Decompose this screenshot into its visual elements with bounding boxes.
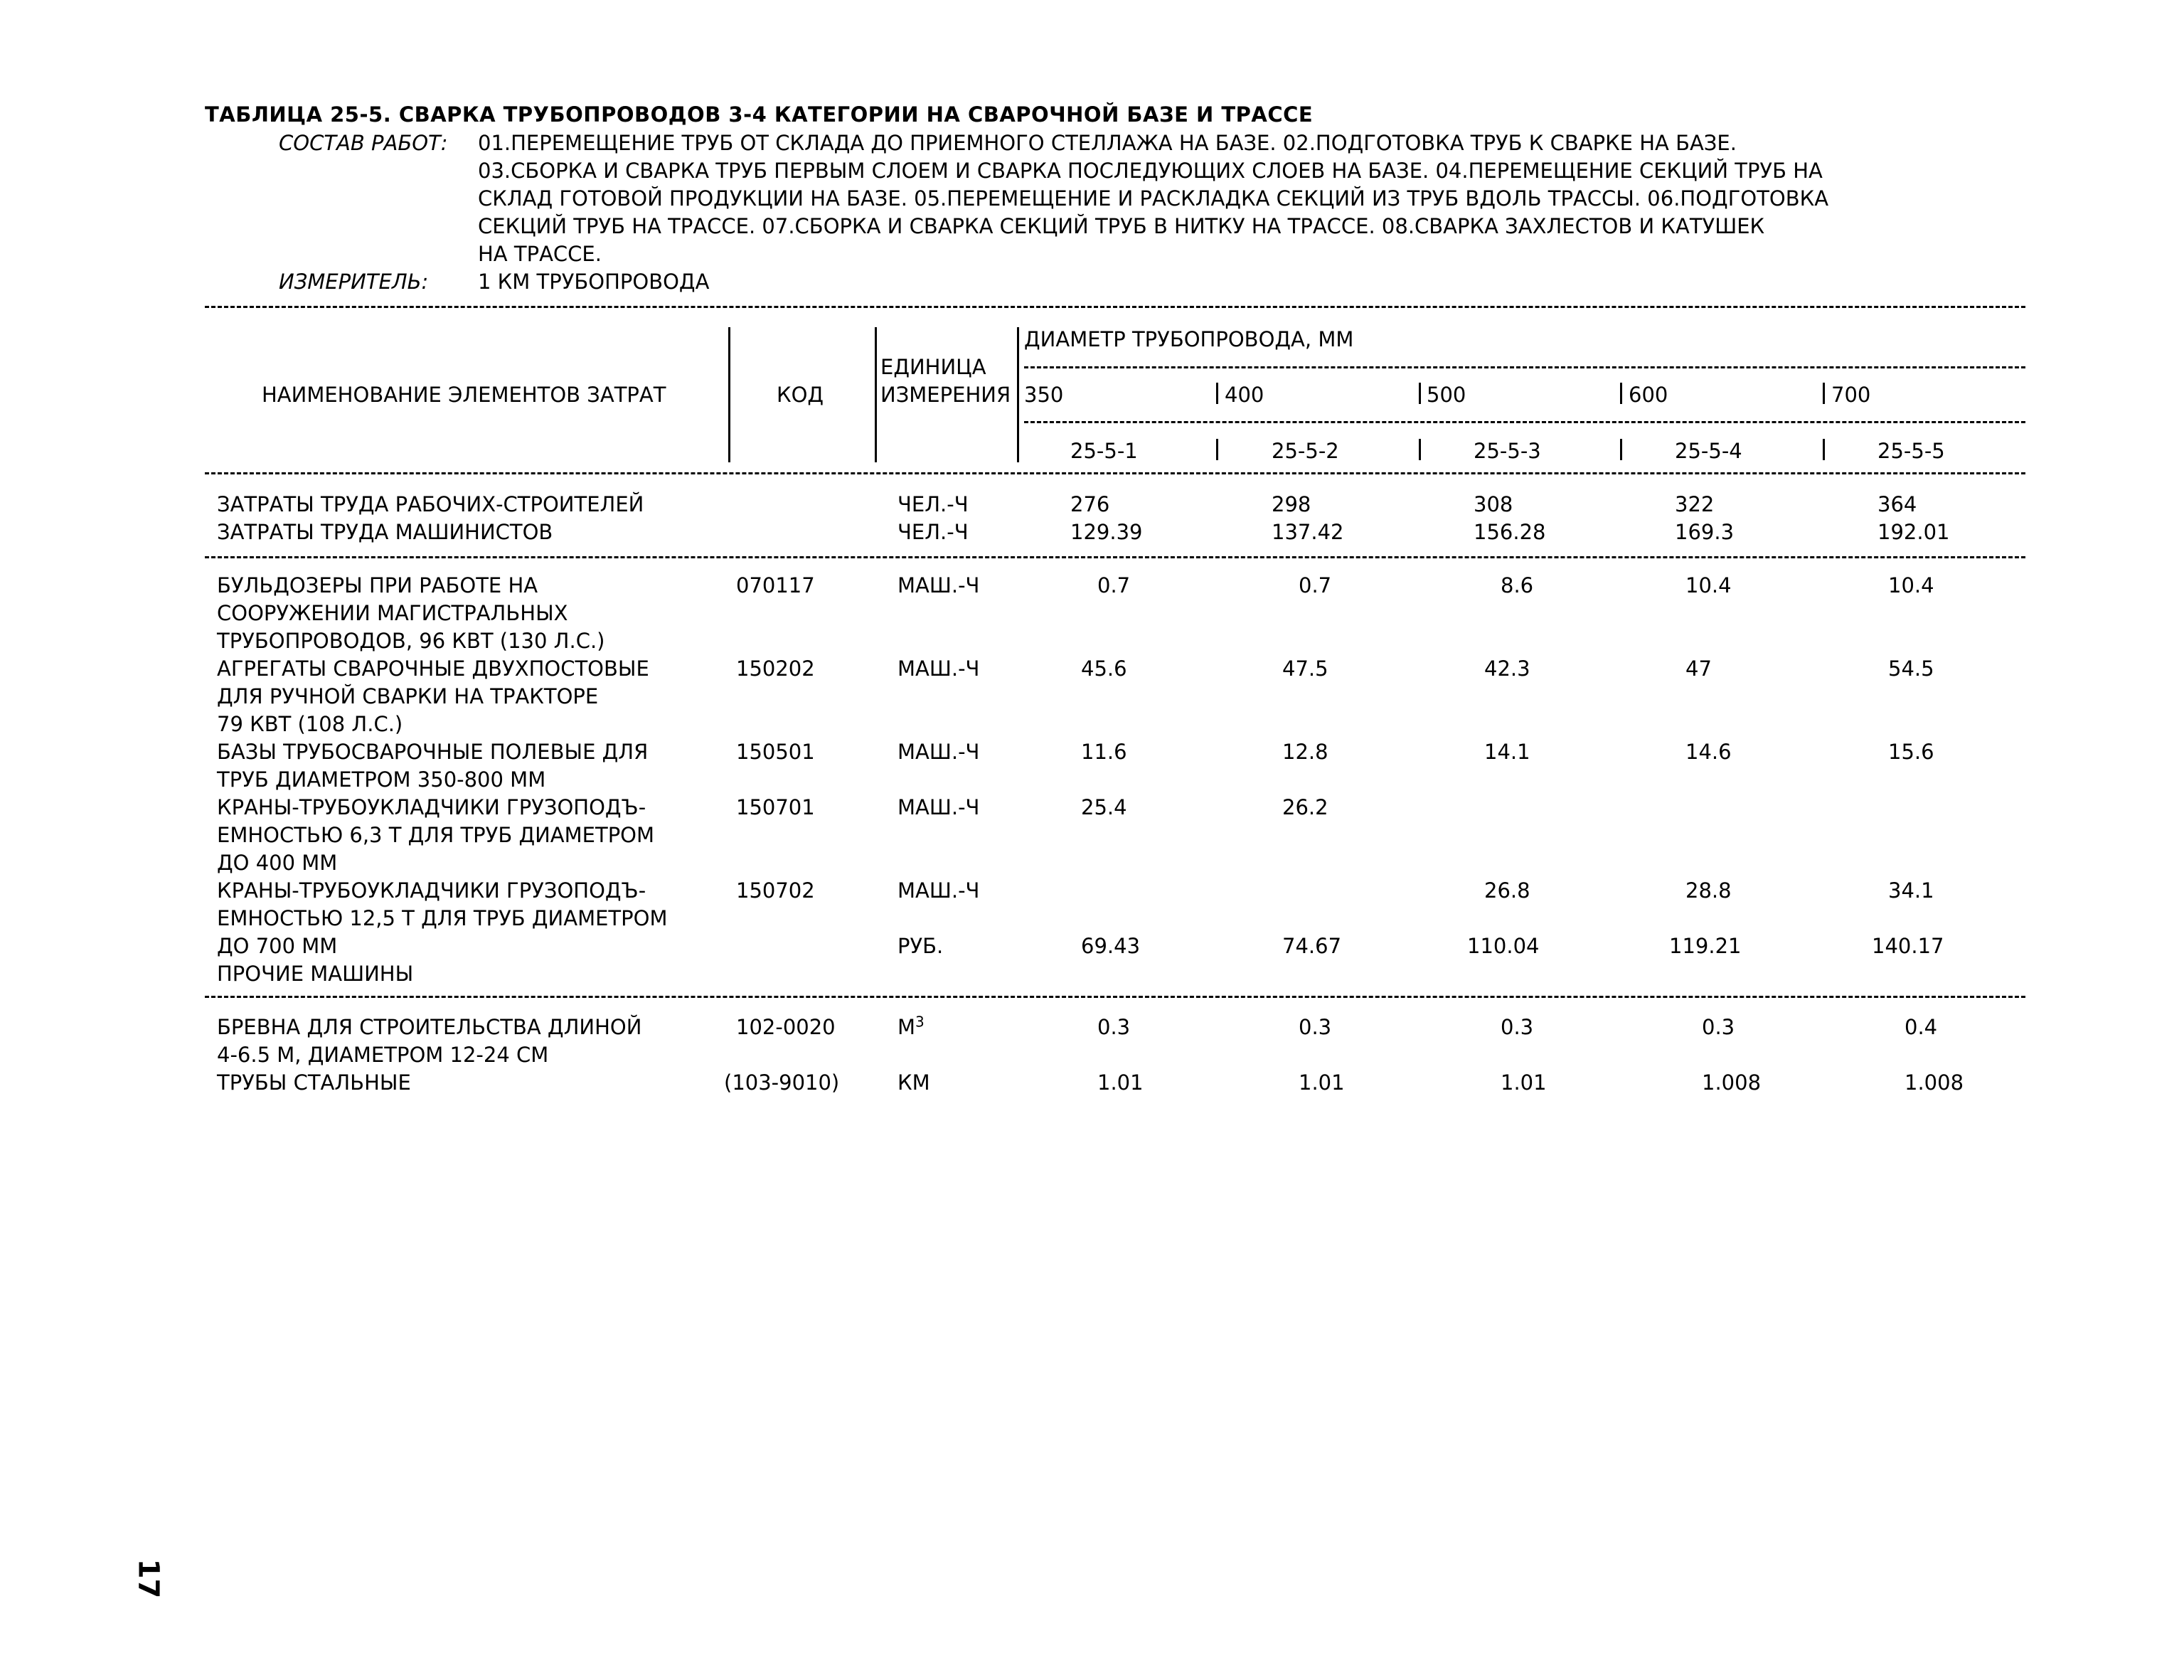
work-line: 01.ПЕРЕМЕЩЕНИЕ ТРУБ ОТ СКЛАДА ДО ПРИЕМНОГО СТЕЛЛАЖА НА БАЗЕ. 02.ПОДГОТОВКА ТРУБ К СВАРКЕ НА БАЗЕ. (478, 131, 1737, 155)
value: 0.7 (1097, 573, 1131, 597)
column-separator (875, 327, 877, 462)
value: 364 (1877, 492, 1917, 516)
diameter-600: 600 (1629, 383, 1668, 407)
value: 11.6 (1081, 740, 1127, 764)
row-name: СООРУЖЕНИИ МАГИСТРАЛЬНЫХ (217, 601, 568, 625)
value: 25.4 (1081, 795, 1127, 819)
work-line: НА ТРАССЕ. (478, 242, 602, 266)
value: 26.8 (1484, 878, 1530, 903)
diameter-group-header: ДИАМЕТР ТРУБОПРОВОДА, ММ (1024, 327, 1354, 351)
row-name: ДО 400 ММ (217, 851, 338, 875)
value: 1.01 (1097, 1070, 1144, 1095)
value: 1.01 (1501, 1070, 1547, 1095)
row-code: 150501 (736, 740, 815, 764)
diameter-350: 350 (1024, 383, 1064, 407)
row-name: ЕМНОСТЬЮ 12,5 Т ДЛЯ ТРУБ ДИАМЕТРОМ (217, 906, 668, 930)
value: 10.4 (1685, 573, 1732, 597)
value: 14.1 (1484, 740, 1530, 764)
value: 47 (1685, 656, 1712, 681)
code-25-5-2: 25-5-2 (1272, 439, 1339, 463)
work-composition-label: СОСТАВ РАБОТ: (279, 131, 448, 155)
row-name: ТРУБЫ СТАЛЬНЫЕ (217, 1070, 411, 1095)
column-separator (1419, 383, 1421, 404)
row-name: КРАНЫ-ТРУБОУКЛАДЧИКИ ГРУЗОПОДЪ- (217, 878, 646, 903)
row-code: (103-9010) (724, 1070, 840, 1095)
column-separator (1017, 327, 1019, 462)
value: 129.39 (1070, 520, 1143, 544)
value: 28.8 (1685, 878, 1732, 903)
page-number: 17 (132, 1558, 165, 1599)
value: 0.4 (1905, 1015, 1938, 1039)
value: 298 (1272, 492, 1311, 516)
value: 1.01 (1299, 1070, 1345, 1095)
row-code: 070117 (736, 573, 815, 597)
row-unit: КМ (897, 1070, 930, 1095)
unit-superscript: 3 (915, 1013, 925, 1031)
code-25-5-3: 25-5-3 (1474, 439, 1541, 463)
table-title: ТАБЛИЦА 25-5. СВАРКА ТРУБОПРОВОДОВ 3-4 КАТЕГОРИИ НА СВАРОЧНОЙ БАЗЕ И ТРАССЕ (205, 102, 1314, 127)
value: 192.01 (1877, 520, 1950, 544)
diameter-500: 500 (1427, 383, 1466, 407)
value: 69.43 (1081, 934, 1141, 958)
value: 1.008 (1905, 1070, 1964, 1095)
value: 276 (1070, 492, 1110, 516)
column-separator (1823, 383, 1825, 404)
divider (205, 996, 2025, 998)
value: 47.5 (1282, 656, 1328, 681)
diameter-700: 700 (1831, 383, 1871, 407)
column-separator (1216, 383, 1218, 404)
value: 42.3 (1484, 656, 1530, 681)
row-name: БАЗЫ ТРУБОСВАРОЧНЫЕ ПОЛЕВЫЕ ДЛЯ (217, 740, 649, 764)
divider (205, 556, 2025, 558)
code-25-5-4: 25-5-4 (1675, 439, 1742, 463)
code-column-header: КОД (777, 383, 824, 407)
unit-text: М (897, 1015, 916, 1039)
row-name: ДО 700 ММ (217, 934, 338, 958)
row-unit: ЧЕЛ.-Ч (897, 520, 969, 544)
divider (1024, 366, 2025, 368)
row-unit: РУБ. (897, 934, 944, 958)
value: 110.04 (1467, 934, 1540, 958)
row-unit: МАШ.-Ч (897, 656, 980, 681)
row-name: ЕМНОСТЬЮ 6,3 Т ДЛЯ ТРУБ ДИАМЕТРОМ (217, 823, 655, 847)
diameter-400: 400 (1225, 383, 1264, 407)
value: 0.3 (1299, 1015, 1332, 1039)
row-name: ТРУБОПРОВОДОВ, 96 КВТ (130 Л.С.) (217, 629, 605, 653)
value: 137.42 (1272, 520, 1344, 544)
value: 10.4 (1888, 573, 1934, 597)
column-separator (1620, 383, 1622, 404)
column-separator (1419, 439, 1421, 460)
row-unit: МАШ.-Ч (897, 878, 980, 903)
row-name: ЗАТРАТЫ ТРУДА МАШИНИСТОВ (217, 520, 553, 544)
value: 156.28 (1474, 520, 1546, 544)
row-name: БРЕВНА ДЛЯ СТРОИТЕЛЬСТВА ДЛИНОЙ (217, 1015, 642, 1039)
value: 74.67 (1282, 934, 1342, 958)
meter-value: 1 КМ ТРУБОПРОВОДА (478, 270, 710, 294)
row-name: БУЛЬДОЗЕРЫ ПРИ РАБОТЕ НА (217, 573, 538, 597)
row-name: 4-6.5 М, ДИАМЕТРОМ 12-24 СМ (217, 1043, 549, 1067)
value: 169.3 (1675, 520, 1735, 544)
row-name: ДЛЯ РУЧНОЙ СВАРКИ НА ТРАКТОРЕ (217, 684, 599, 708)
divider (1024, 421, 2025, 423)
row-name: АГРЕГАТЫ СВАРОЧНЫЕ ДВУХПОСТОВЫЕ (217, 656, 649, 681)
value: 1.008 (1702, 1070, 1762, 1095)
value: 0.3 (1097, 1015, 1131, 1039)
row-unit: МАШ.-Ч (897, 740, 980, 764)
row-unit (897, 1014, 925, 1041)
row-unit: МАШ.-Ч (897, 573, 980, 597)
row-code: 150202 (736, 656, 815, 681)
column-separator (1823, 439, 1825, 460)
value: 0.7 (1299, 573, 1332, 597)
value: 322 (1675, 492, 1715, 516)
value: 15.6 (1888, 740, 1934, 764)
value: 34.1 (1888, 878, 1934, 903)
column-separator (728, 327, 730, 462)
row-name: ЗАТРАТЫ ТРУДА РАБОЧИХ-СТРОИТЕЛЕЙ (217, 492, 644, 516)
row-name: КРАНЫ-ТРУБОУКЛАДЧИКИ ГРУЗОПОДЪ- (217, 795, 646, 819)
value: 14.6 (1685, 740, 1732, 764)
value: 26.2 (1282, 795, 1328, 819)
value: 0.3 (1702, 1015, 1735, 1039)
column-separator (1620, 439, 1622, 460)
column-separator (1216, 439, 1218, 460)
value: 119.21 (1669, 934, 1742, 958)
row-name: ТРУБ ДИАМЕТРОМ 350-800 ММ (217, 767, 546, 792)
work-line: СЕКЦИЙ ТРУБ НА ТРАССЕ. 07.СБОРКА И СВАРКА СЕКЦИЙ ТРУБ В НИТКУ НА ТРАССЕ. 08.СВАРКА ЗАХЛЕСТОВ И КАТУШЕК (478, 214, 1765, 238)
value: 8.6 (1501, 573, 1534, 597)
value: 308 (1474, 492, 1513, 516)
row-name: 79 КВТ (108 Л.С.) (217, 712, 403, 736)
code-25-5-1: 25-5-1 (1070, 439, 1138, 463)
value: 45.6 (1081, 656, 1127, 681)
divider (205, 306, 2025, 308)
name-column-header: НАИМЕНОВАНИЕ ЭЛЕМЕНТОВ ЗАТРАТ (262, 383, 666, 407)
row-unit: ЧЕЛ.-Ч (897, 492, 969, 516)
value: 140.17 (1872, 934, 1944, 958)
unit-header-2: ИЗМЕРЕНИЯ (880, 383, 1011, 407)
row-unit: МАШ.-Ч (897, 795, 980, 819)
row-name: ПРОЧИЕ МАШИНЫ (217, 962, 414, 986)
unit-header-1: ЕДИНИЦА (880, 355, 986, 379)
value: 54.5 (1888, 656, 1934, 681)
row-code: 150702 (736, 878, 815, 903)
row-code: 150701 (736, 795, 815, 819)
value: 12.8 (1282, 740, 1328, 764)
divider (205, 472, 2025, 474)
code-25-5-5: 25-5-5 (1877, 439, 1945, 463)
work-line: 03.СБОРКА И СВАРКА ТРУБ ПЕРВЫМ СЛОЕМ И СВАРКА ПОСЛЕДУЮЩИХ СЛОЕВ НА БАЗЕ. 04.ПЕРЕМЕЩЕНИЕ СЕКЦИЙ ТРУБ НА (478, 159, 1823, 183)
row-code: 102-0020 (736, 1015, 836, 1039)
meter-label: ИЗМЕРИТЕЛЬ: (279, 270, 429, 294)
value: 0.3 (1501, 1015, 1534, 1039)
work-line: СКЛАД ГОТОВОЙ ПРОДУКЦИИ НА БАЗЕ. 05.ПЕРЕМЕЩЕНИЕ И РАСКЛАДКА СЕКЦИЙ ИЗ ТРУБ ВДОЛЬ ТРАССЫ. 06.ПОДГОТОВКА (478, 186, 1829, 211)
